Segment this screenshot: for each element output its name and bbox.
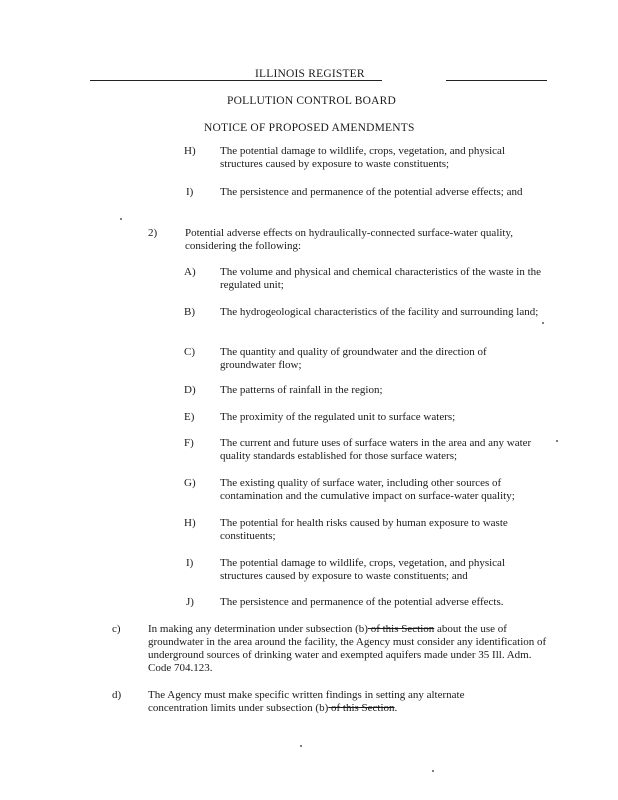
agency-title: POLLUTION CONTROL BOARD: [227, 95, 397, 107]
header-rule-right: [446, 80, 547, 81]
paragraph-text: The Agency must make specific written findings in setting any alternate concentration limits under subsection (b): [148, 689, 465, 714]
paragraph-text: about the use of groundwater in the area around the facility, the Agency must consider any identification of underground sources of drinking water and exempted aquifers made under 35 Ill. Adm. Code 704.123.: [148, 623, 547, 674]
struck-text: of this Section: [367, 623, 435, 635]
item-text: The potential damage to wildlife, crops, vegetation, and physical structures caused by exposure to waste constituents; and: [220, 557, 505, 582]
scan-speck: [300, 745, 302, 747]
paragraph-text: .: [394, 702, 398, 714]
item-text: The patterns of rainfall in the region;: [220, 384, 383, 396]
item-text: The quantity and quality of groundwater and the direction of groundwater flow;: [220, 346, 487, 371]
paragraph-c: [148, 623, 552, 675]
item-label: I): [186, 557, 194, 569]
paragraph-label: d): [112, 689, 122, 701]
item-label: H): [184, 517, 196, 529]
item-label: G): [184, 477, 196, 489]
scan-speck: [556, 440, 558, 442]
notice-title: NOTICE OF PROPOSED AMENDMENTS: [204, 122, 415, 134]
paragraph-label: c): [112, 623, 121, 635]
item-text: The potential damage to wildlife, crops, vegetation, and physical structures caused by exposure to waste constituents;: [220, 145, 505, 170]
item-text: The proximity of the regulated unit to surface waters;: [220, 411, 456, 423]
header-rule-center: [250, 80, 382, 81]
struck-text: of this Section: [328, 702, 395, 714]
item-text: The persistence and permanence of the potential adverse effects; and: [220, 186, 523, 198]
paragraph-text: In making any determination under subsection (b): [148, 623, 368, 635]
item-text: The hydrogeological characteristics of the facility and surrounding land;: [220, 306, 539, 318]
register-title: ILLINOIS REGISTER: [255, 68, 365, 80]
item-text: The existing quality of surface water, including other sources of contamination and the cumulative impact on surface-water quality;: [220, 477, 515, 502]
item-label: J): [186, 596, 194, 608]
item-label: A): [184, 266, 196, 278]
item-text: The volume and physical and chemical characteristics of the waste in the regulated unit;: [220, 266, 542, 291]
item-label: I): [186, 186, 194, 198]
item-label: B): [184, 306, 195, 318]
item-label: 2): [148, 227, 158, 239]
item-label: F): [184, 437, 194, 449]
scan-speck: [120, 218, 122, 220]
item-text: The potential for health risks caused by human exposure to waste constituents;: [220, 517, 508, 542]
item-text: The persistence and permanence of the potential adverse effects.: [220, 596, 504, 608]
scan-speck: [432, 770, 434, 772]
header-rule-left: [90, 80, 252, 81]
item-label: C): [184, 346, 195, 358]
scan-speck: [542, 322, 544, 324]
paragraph-d: [148, 689, 508, 715]
item-label: E): [184, 411, 195, 423]
item-text: Potential adverse effects on hydraulically-connected surface-water quality, considering the following:: [185, 227, 514, 252]
item-label: H): [184, 145, 196, 157]
item-label: D): [184, 384, 196, 396]
item-text: The current and future uses of surface waters in the area and any water quality standards established for those surface waters;: [220, 437, 532, 462]
